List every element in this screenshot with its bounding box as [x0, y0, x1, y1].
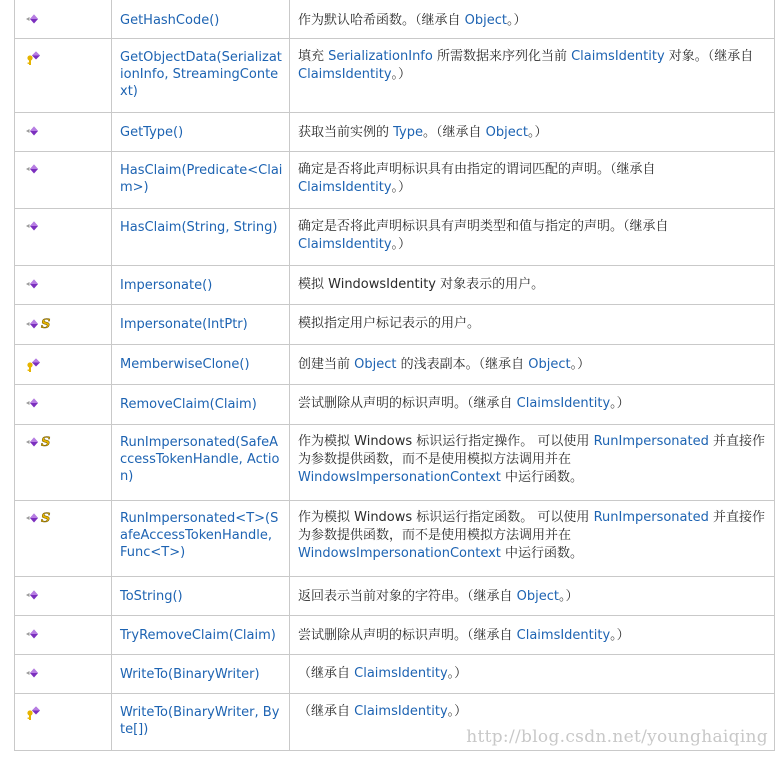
member-description-cell [290, 385, 775, 425]
description-text: 创建当前 [298, 357, 355, 372]
member-description-cell [290, 0, 775, 39]
member-description [290, 39, 774, 84]
member-name-cell [112, 577, 290, 616]
public-method-icon [25, 220, 39, 232]
member-icon-cell [15, 209, 112, 266]
member-description-cell [290, 616, 775, 655]
member-description [290, 266, 774, 294]
description-text: 。） [391, 67, 412, 82]
member-name-cell [112, 209, 290, 266]
protected-method-icon [25, 357, 43, 373]
member-icons [15, 0, 111, 25]
type-link[interactable]: RunImpersonated [593, 510, 709, 525]
member-description [290, 152, 774, 197]
table-row [15, 616, 775, 655]
description-text: 模拟指定用户标记表示的用户。 [298, 316, 481, 331]
member-name-cell [112, 152, 290, 209]
member-name-cell [112, 345, 290, 385]
description-text: 作为模拟 Windows 标识运行指定操作。 可以使用 [298, 434, 594, 449]
public-method-icon [25, 163, 39, 175]
type-link[interactable]: Object [464, 13, 507, 28]
member-icon-cell [15, 501, 112, 577]
member-description-cell [290, 577, 775, 616]
description-text: 填充 [298, 49, 329, 64]
member-icons [15, 39, 111, 66]
description-text: 。） [558, 589, 579, 604]
table-row [15, 39, 775, 113]
member-icons [15, 209, 111, 232]
member-description-cell [290, 345, 775, 385]
type-link[interactable]: WindowsImpersonationContext [298, 546, 501, 561]
description-text: 。（继承自 [423, 125, 486, 140]
svg-text:S: S [41, 317, 51, 330]
member-description [290, 305, 774, 333]
type-link[interactable]: ClaimsIdentity [354, 666, 448, 681]
member-icon-cell [15, 694, 112, 751]
member-name-cell [112, 0, 290, 39]
member-description-cell [290, 209, 775, 266]
member-name-link[interactable]: WriteTo(BinaryWriter, Byte[]) [120, 705, 280, 737]
member-description-cell [290, 113, 775, 152]
member-icons [15, 694, 111, 721]
public-method-icon [25, 125, 39, 137]
member-name-link[interactable]: RemoveClaim(Claim) [120, 397, 257, 412]
member-description [290, 0, 774, 30]
public-method-icon [25, 512, 39, 524]
type-link[interactable]: ClaimsIdentity [354, 704, 448, 719]
type-link[interactable]: ClaimsIdentity [298, 180, 392, 195]
member-icon-cell [15, 113, 112, 152]
public-method-icon [25, 397, 39, 409]
member-description [290, 113, 774, 142]
type-link[interactable]: SerializationInfo [328, 49, 433, 64]
member-name-link[interactable]: ToString() [120, 589, 183, 604]
public-method-icon [25, 436, 39, 448]
public-method-icon [25, 628, 39, 640]
member-name-cell [112, 385, 290, 425]
member-icon-cell [15, 425, 112, 501]
public-method-icon [25, 13, 39, 25]
member-description [290, 345, 774, 374]
description-text: 。） [391, 180, 412, 195]
watermark: http://blog.csdn.net/younghaiqing [466, 727, 768, 747]
member-icon-cell [15, 616, 112, 655]
member-name-cell [112, 655, 290, 694]
member-icons [15, 266, 111, 290]
member-description [290, 694, 774, 721]
members-table [14, 0, 775, 751]
member-name-link[interactable]: RunImpersonated(SafeAccessTokenHandle, Action) [120, 435, 280, 484]
member-name-cell [112, 501, 290, 577]
member-icon-cell [15, 305, 112, 345]
type-link[interactable]: ClaimsIdentity [298, 67, 392, 82]
description-text: （继承自 [298, 666, 355, 681]
table-row [15, 209, 775, 266]
member-name-link[interactable]: HasClaim(Predicate<Claim>) [120, 163, 283, 195]
description-text: 尝试删除从声明的标识声明。（继承自 [298, 628, 517, 643]
member-icons [15, 655, 111, 679]
member-name-link[interactable]: HasClaim(String, String) [120, 220, 278, 235]
description-text: 确定是否将此声明标识具有由指定的谓词匹配的声明。（继承自 [298, 162, 656, 177]
member-description [290, 425, 774, 487]
member-icon-cell [15, 655, 112, 694]
table-row [15, 655, 775, 694]
member-name-link[interactable]: GetType() [120, 125, 184, 140]
member-name-link[interactable]: WriteTo(BinaryWriter) [120, 667, 260, 682]
member-name-link[interactable]: GetObjectData(SerializationInfo, StreamingContext) [120, 50, 282, 99]
member-icon-cell [15, 345, 112, 385]
table-row [15, 345, 775, 385]
member-icon-cell [15, 385, 112, 425]
member-icon-cell [15, 577, 112, 616]
protected-method-icon [25, 50, 43, 66]
member-description-cell [290, 425, 775, 501]
description-text: 。） [506, 13, 527, 28]
table-row [15, 0, 775, 39]
description-text: （继承自 [298, 704, 355, 719]
member-description [290, 616, 774, 645]
svg-text:S: S [41, 511, 51, 524]
member-description [290, 655, 774, 683]
member-icons [15, 425, 111, 448]
description-text: 。） [391, 237, 412, 252]
public-method-icon [25, 589, 39, 601]
description-text: 获取当前实例的 [298, 125, 394, 140]
description-text: 并直接作为参数提供函数，而不是使用模拟方法调用并在 [298, 434, 766, 467]
public-method-icon [25, 278, 39, 290]
description-text: 确定是否将此声明标识具有声明类型和值与指定的声明。（继承自 [298, 219, 669, 234]
member-icons [15, 501, 111, 524]
description-text: 返回表示当前对象的字符串。（继承自 [298, 589, 517, 604]
description-text: 。） [570, 357, 591, 372]
member-description [290, 209, 774, 254]
member-description [290, 577, 774, 606]
protected-method-icon [25, 705, 43, 721]
svg-text:S: S [41, 435, 51, 448]
member-icons [15, 305, 111, 330]
description-text: 。） [610, 396, 630, 411]
type-link[interactable]: ClaimsIdentity [571, 49, 665, 64]
description-text: 作为模拟 Windows 标识运行指定函数。 可以使用 [298, 510, 594, 525]
member-name-cell [112, 39, 290, 113]
member-description [290, 385, 774, 413]
member-name-cell [112, 425, 290, 501]
type-link[interactable]: ClaimsIdentity [516, 628, 611, 643]
table-row [15, 305, 775, 345]
member-description-cell [290, 39, 775, 113]
member-name-link[interactable]: TryRemoveClaim(Claim) [120, 628, 276, 643]
member-description-cell [290, 266, 775, 305]
description-text: 所需数据来序列化当前 [432, 49, 572, 64]
type-link[interactable]: ClaimsIdentity [298, 237, 392, 252]
type-link[interactable]: Object [354, 357, 397, 372]
member-name-cell [112, 616, 290, 655]
member-icons [15, 113, 111, 137]
table-row [15, 501, 775, 577]
type-link[interactable]: Object [516, 589, 559, 604]
member-description-cell [290, 305, 775, 345]
description-text: 尝试删除从声明的标识声明。（继承自 [298, 396, 517, 411]
member-icon-cell [15, 0, 112, 39]
description-text: 中运行函数。 [500, 470, 584, 485]
member-description-cell [290, 655, 775, 694]
member-icons [15, 345, 111, 373]
description-text: 并直接作为参数提供函数，而不是使用模拟方法调用并在 [298, 510, 766, 543]
type-link[interactable]: Type [393, 125, 423, 140]
static-member-icon [40, 511, 51, 524]
table-row [15, 577, 775, 616]
member-name-link[interactable]: MemberwiseClone() [120, 357, 250, 372]
member-description-cell [290, 152, 775, 209]
description-text: 。） [527, 125, 548, 140]
description-text: 模拟 WindowsIdentity 对象表示的用户。 [298, 277, 545, 292]
member-name-link[interactable]: RunImpersonated<T>(SafeAccessTokenHandle, Func<T>) [120, 511, 279, 560]
type-link[interactable]: WindowsImpersonationContext [298, 470, 501, 485]
description-text: 。） [447, 666, 468, 681]
member-icon-cell [15, 39, 112, 113]
static-member-icon [40, 317, 51, 330]
description-text: 对象。（继承自 [664, 49, 754, 64]
description-text: 。） [447, 704, 468, 719]
member-name-link[interactable]: Impersonate() [120, 278, 213, 293]
table-row [15, 385, 775, 425]
member-description-cell [290, 501, 775, 577]
type-link[interactable]: Object [528, 357, 571, 372]
member-name-cell [112, 113, 290, 152]
description-text: 。） [610, 628, 630, 643]
description-text: 作为默认哈希函数。（继承自 [298, 13, 465, 28]
table-row [15, 152, 775, 209]
member-name-link[interactable]: Impersonate(IntPtr) [120, 317, 248, 332]
public-method-icon [25, 318, 39, 330]
member-icon-cell [15, 266, 112, 305]
description-text: 的浅表副本。（继承自 [396, 357, 529, 372]
member-name-link[interactable]: GetHashCode() [120, 13, 220, 28]
member-icons [15, 577, 111, 601]
type-link[interactable]: ClaimsIdentity [516, 396, 611, 411]
table-row [15, 425, 775, 501]
member-icons [15, 385, 111, 409]
type-link[interactable]: Object [485, 125, 528, 140]
member-name-cell [112, 266, 290, 305]
public-method-icon [25, 667, 39, 679]
type-link[interactable]: RunImpersonated [593, 434, 709, 449]
static-member-icon [40, 435, 51, 448]
member-description [290, 501, 774, 563]
member-icon-cell [15, 152, 112, 209]
table-row [15, 113, 775, 152]
member-name-cell [112, 305, 290, 345]
table-row [15, 266, 775, 305]
member-icons [15, 152, 111, 175]
member-icons [15, 616, 111, 640]
member-name-cell [112, 694, 290, 751]
description-text: 中运行函数。 [500, 546, 584, 561]
